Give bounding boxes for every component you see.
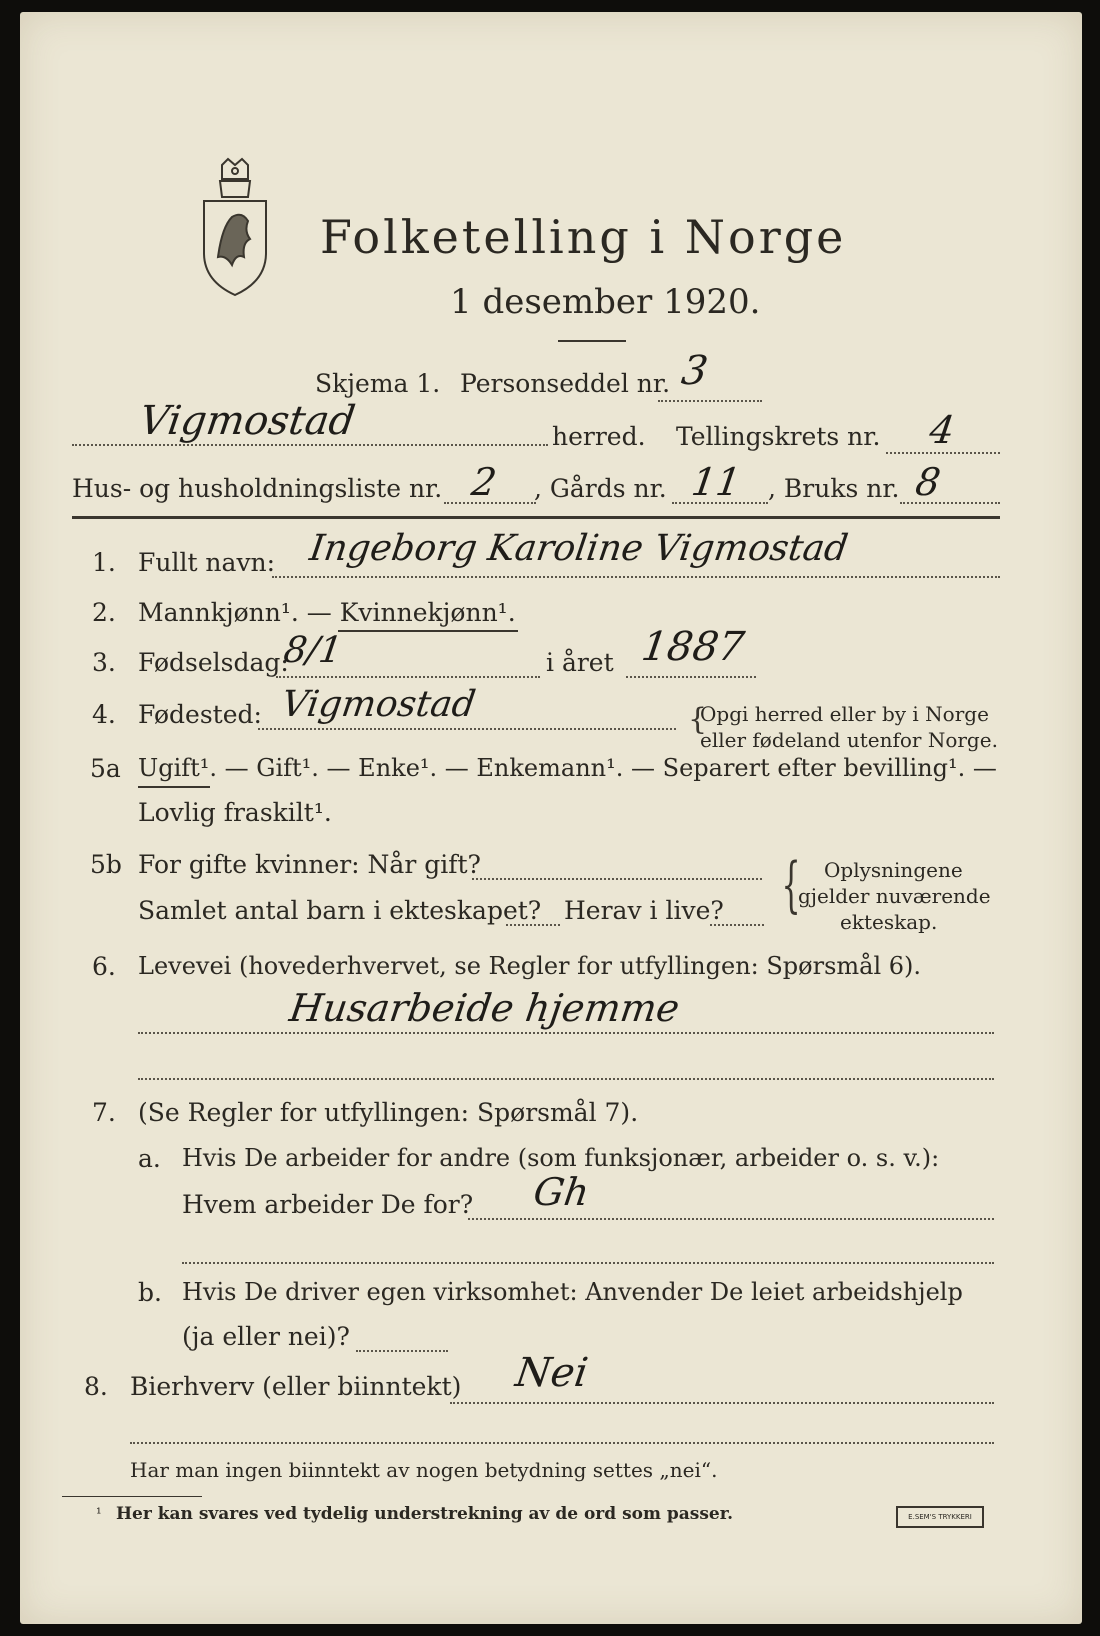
census-date: 1 desember 1920. bbox=[450, 282, 761, 322]
herred-label: herred. bbox=[552, 422, 646, 451]
q5a-marital-options: Ugift¹. — Gift¹. — Enke¹. — Enkemann¹. — Separert efter bevilling¹. — bbox=[138, 754, 997, 782]
q6-field-line-1 bbox=[138, 1032, 994, 1034]
tellingskrets-value: 4 bbox=[926, 408, 958, 452]
q6-occupation-value: Husarbeide hjemme bbox=[286, 986, 683, 1030]
q5b-children-field-line bbox=[506, 924, 560, 926]
q7b-yes-no-label: (ja eller nei)? bbox=[182, 1322, 350, 1351]
q3-label: Fødselsdag: bbox=[138, 648, 289, 677]
footer-note: Har man ingen biinntekt av nogen betydning settes „nei“. bbox=[130, 1458, 718, 1482]
q6-field-line-2 bbox=[138, 1078, 994, 1080]
bruks-value: 8 bbox=[912, 460, 944, 504]
q8-field-line bbox=[450, 1402, 994, 1404]
q7a-employer-label: Hvem arbeider De for? bbox=[182, 1190, 474, 1219]
q4-number: 4. bbox=[92, 700, 116, 729]
q1-number: 1. bbox=[92, 548, 116, 577]
tellingskrets-field-line bbox=[886, 452, 1000, 454]
q7b-label: Hvis De driver egen virksomhet: Anvender De leiet arbeidshjelp bbox=[182, 1278, 963, 1306]
q7a-field-line-2 bbox=[182, 1262, 994, 1264]
q5b-when-married-field-line bbox=[472, 878, 762, 880]
q4-bracket: { bbox=[688, 702, 708, 737]
footnote-mark: ¹ bbox=[96, 1506, 102, 1522]
q7b-field-line bbox=[356, 1350, 448, 1352]
q4-birthplace-value: Vigmostad bbox=[279, 684, 479, 725]
q5b-number: 5b bbox=[90, 850, 122, 879]
q5b-alive-label: Herav i live? bbox=[564, 896, 724, 925]
footnote-rule bbox=[62, 1496, 202, 1497]
tellingskrets-label: Tellingskrets nr. bbox=[676, 422, 881, 451]
q7a-employer-field-line bbox=[468, 1218, 994, 1220]
q5a-number: 5a bbox=[90, 754, 121, 783]
q1-full-name-value: Ingeborg Karoline Vigmostad bbox=[307, 528, 851, 569]
q8-label: Bierhverv (eller biinntekt) bbox=[130, 1372, 462, 1401]
q3-birthdate-value: 8/1 bbox=[281, 630, 345, 671]
q5a-ugift-underline bbox=[138, 786, 210, 788]
q3-year-label: i året bbox=[546, 648, 614, 677]
schema-label: Skjema 1. bbox=[315, 369, 441, 398]
personseddel-value: 3 bbox=[678, 348, 711, 394]
gards-label: , Gårds nr. bbox=[534, 474, 667, 503]
q1-field-line bbox=[272, 576, 1000, 578]
q5b-note-line3: ekteskap. bbox=[840, 910, 938, 934]
q3-year-field-line bbox=[626, 676, 756, 678]
q4-note-line2: eller fødeland utenfor Norge. bbox=[700, 728, 998, 752]
q4-note-line1: Opgi herred eller by i Norge bbox=[700, 702, 989, 726]
form-title: Folketelling i Norge bbox=[320, 210, 847, 264]
q5b-alive-field-line bbox=[710, 924, 764, 926]
header-separator bbox=[72, 516, 1000, 519]
q5b-note-line1: Oplysningene bbox=[824, 858, 963, 882]
q3-field-line bbox=[276, 676, 540, 678]
q5b-children-label: Samlet antal barn i ekteskapet? bbox=[138, 896, 542, 925]
norway-coat-of-arms-icon bbox=[198, 157, 272, 297]
q8-field-line-2 bbox=[130, 1442, 994, 1444]
census-form-sheet bbox=[20, 12, 1082, 1624]
q6-label: Levevei (hovederhvervet, se Regler for utfyllingen: Spørsmål 6). bbox=[138, 952, 922, 980]
q7a-label: Hvis De arbeider for andre (som funksjonær, arbeider o. s. v.): bbox=[182, 1144, 940, 1172]
title-divider bbox=[558, 340, 626, 342]
bruks-label: , Bruks nr. bbox=[768, 474, 900, 503]
herred-field-line bbox=[72, 444, 548, 446]
q4-label: Fødested: bbox=[138, 700, 262, 729]
q5b-note-line2: gjelder nuværende bbox=[798, 884, 991, 908]
q5b-bracket: { bbox=[781, 850, 801, 920]
q8-secondary-income-value: Nei bbox=[512, 1350, 591, 1396]
q2-gender-options: Mannkjønn¹. — Kvinnekjønn¹. bbox=[138, 598, 516, 627]
q7-number: 7. bbox=[92, 1098, 116, 1127]
q6-number: 6. bbox=[92, 952, 116, 981]
q7-label: (Se Regler for utfyllingen: Spørsmål 7). bbox=[138, 1098, 639, 1127]
printer-stamp: E.SEM'S TRYKKERI bbox=[896, 1506, 984, 1528]
q7a-number: a. bbox=[138, 1144, 161, 1173]
q5b-when-married-label: For gifte kvinner: Når gift? bbox=[138, 850, 481, 879]
gards-value: 11 bbox=[688, 460, 744, 504]
q4-field-line bbox=[258, 728, 676, 730]
herred-value: Vigmostad bbox=[136, 398, 358, 444]
q3-birth-year-value: 1887 bbox=[638, 624, 748, 670]
q5a-marital-options-line2: Lovlig fraskilt¹. bbox=[138, 798, 332, 827]
personseddel-field-line bbox=[658, 400, 762, 402]
footnote-text: Her kan svares ved tydelig understrekning av de ord som passer. bbox=[116, 1504, 734, 1524]
q2-number: 2. bbox=[92, 598, 116, 627]
q2-kvinnekjonn-underline bbox=[338, 630, 518, 632]
hus-label: Hus- og husholdningsliste nr. bbox=[72, 474, 443, 503]
q7b-number: b. bbox=[138, 1278, 162, 1307]
hus-value: 2 bbox=[468, 460, 500, 504]
q1-label: Fullt navn: bbox=[138, 548, 276, 577]
personseddel-label: Personseddel nr. bbox=[460, 369, 671, 398]
q8-number: 8. bbox=[84, 1372, 108, 1401]
q3-number: 3. bbox=[92, 648, 116, 677]
q7a-employer-value: Gh bbox=[530, 1170, 592, 1214]
